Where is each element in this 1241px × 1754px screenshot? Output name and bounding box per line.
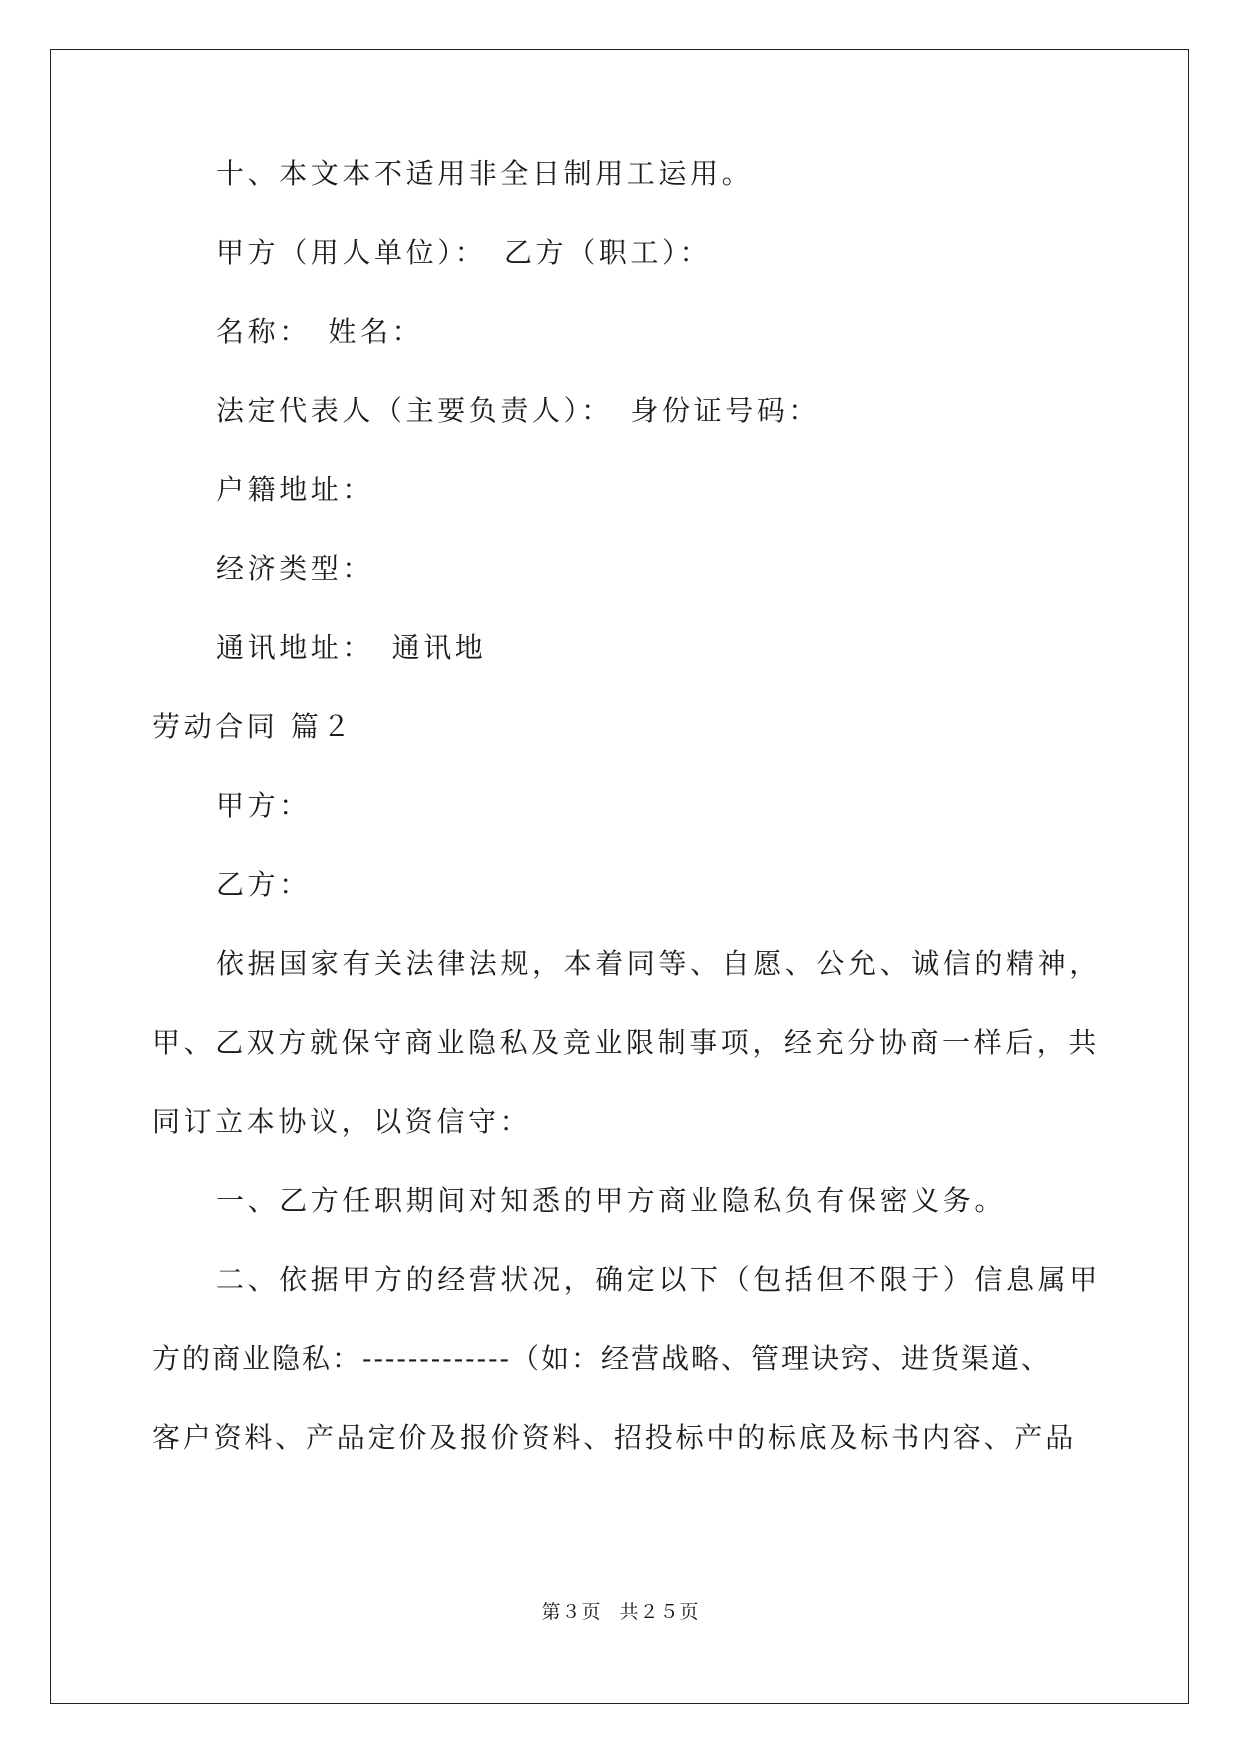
total-pages: 共２５页 <box>619 1601 700 1623</box>
clause-two-line-2: 方的商业隐私：-------------（如：经营战略、管理诀窍、进货渠道、 <box>152 1342 1051 1375</box>
page-footer <box>0 1600 1241 1624</box>
preamble-line-3: 同订立本协议，以资信守： <box>152 1105 532 1138</box>
household-address-line: 户籍地址： <box>216 473 375 506</box>
economic-type-line: 经济类型： <box>216 552 375 585</box>
page-number: 第３页 <box>541 1601 602 1623</box>
clause-two-line-1: 二、依据甲方的经营状况，确定以下（包括但不限于）信息属甲 <box>216 1263 1101 1296</box>
mailing-address-line: 通讯地址： 通讯地 <box>216 631 487 664</box>
legal-rep-id-line: 法定代表人（主要负责人）： 身份证号码： <box>216 394 821 427</box>
preamble-line-2: 甲、乙双方就保守商业隐私及竞业限制事项，经充分协商一样后，共 <box>152 1026 1101 1059</box>
party-a-line: 甲方： <box>216 789 311 822</box>
party-a-b-header: 甲方（用人单位）： 乙方（职工）： <box>216 236 712 269</box>
clause-two-line-3: 客户资料、产品定价及报价资料、招投标中的标底及标书内容、产品 <box>152 1421 1077 1454</box>
clause-one: 一、乙方任职期间对知悉的甲方商业隐私负有保密义务。 <box>216 1184 1007 1217</box>
preamble-line-1: 依据国家有关法律法规，本着同等、自愿、公允、诚信的精神， <box>216 947 1101 980</box>
section-heading: 劳动合同 篇２ <box>152 710 355 743</box>
party-b-line: 乙方： <box>216 868 311 901</box>
name-field-line: 名称： 姓名： <box>216 315 424 348</box>
clause-ten: 十、本文本不适用非全日制用工运用。 <box>216 157 754 190</box>
